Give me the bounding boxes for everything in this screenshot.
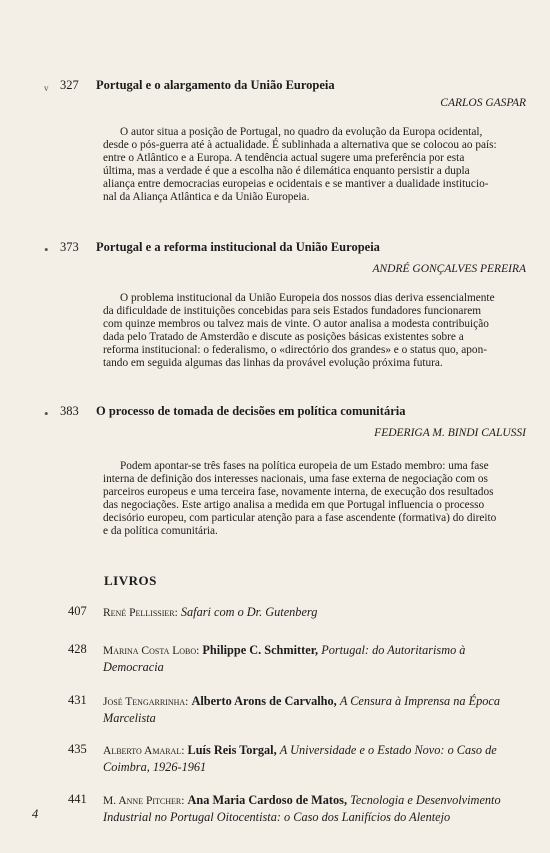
abstract-line: O autor situa a posição de Portugal, no quadro da evolução da Europa ocidental, — [120, 126, 483, 138]
abstract-line: nal da Aliança Atlântica e da União Europeia. — [103, 191, 310, 203]
book-title: Portugal: do Autoritarismo à — [321, 643, 466, 657]
review-page-number: 407 — [68, 604, 87, 618]
review-page-number: 428 — [68, 642, 87, 656]
review-page-number: 435 — [68, 742, 87, 756]
margin-mark: • — [44, 406, 49, 421]
abstract-line: reforma institucional: o federalismo, o «directório dos grandes» e o status quo, apon- — [103, 344, 487, 356]
book-author: Luís Reis Torgal, — [187, 743, 277, 757]
review-citation — [103, 792, 527, 825]
abstract-line: interna de definição dos interesses nacionais, uma fase externa de negociação com os — [103, 473, 488, 485]
abstract-line: das negociações. Este artigo analisa a medida em que Portugal influencia o processo — [103, 499, 485, 511]
article-author: CARLOS GASPAR — [440, 97, 526, 109]
reviewer-name: Alberto Amaral: — [103, 745, 185, 757]
book-title: A Universidade e o Estado Novo: o Caso de — [279, 743, 497, 757]
book-title-continued: Industrial no Portugal Oitocentista: o Caso dos Lanifícios do Alentejo — [103, 810, 451, 824]
review-citation — [103, 642, 527, 675]
article-abstract — [103, 460, 527, 538]
article-author: FEDERIGA M. BINDI CALUSSI — [374, 427, 526, 439]
book-title-continued: Marcelista — [103, 711, 156, 725]
book-title-continued: Democracia — [103, 660, 164, 674]
article-title: O processo de tomada de decisões em política comunitária — [96, 404, 406, 418]
review-citation — [103, 604, 527, 621]
review-page-number: 441 — [68, 792, 87, 806]
section-heading-livros: LIVROS — [104, 573, 157, 588]
abstract-line: dada pelo Tratado de Amsterdão e discute as posições básicas existentes sobre a — [103, 331, 464, 343]
abstract-line: da dificuldade de instituições concebidas para seis Estados fundadores funcionarem — [103, 305, 482, 317]
article-abstract — [103, 126, 527, 204]
article-page-number: 383 — [60, 404, 79, 418]
reviewer-name: M. Anne Pitcher: — [103, 795, 185, 807]
abstract-line: decisório europeu, com particular atenção para a fase ascendente (formativa) do direito — [103, 512, 497, 524]
margin-mark: v — [44, 83, 49, 93]
margin-mark: • — [44, 242, 49, 257]
abstract-line: desde o pós-guerra até à actualidade. É sublinhada a alternativa que se colocou ao país: — [103, 139, 497, 151]
book-title: A Censura à Imprensa na Época — [339, 694, 501, 708]
abstract-line: tando em seguida algumas das linhas da provável evolução próxima futura. — [103, 357, 443, 369]
reviewer-name: René Pellissier: — [103, 607, 178, 619]
abstract-line: O problema institucional da União Europeia dos nossos dias deriva essencialmente — [120, 292, 495, 304]
abstract-line: última, mas a verdade é que a escolha não é dilemática enquanto persistir a dupla — [103, 165, 470, 177]
review-citation — [103, 693, 527, 726]
abstract-line: aliança entre democracias europeias e ocidentais e se mantiver a dualidade institucio- — [103, 178, 489, 190]
article-author: ANDRÉ GONÇALVES PEREIRA — [372, 263, 526, 275]
abstract-line: e da política comunitária. — [103, 525, 218, 537]
article-title: Portugal e o alargamento da União Europeia — [96, 78, 335, 92]
reviewer-name: José Tengarrinha: — [103, 696, 189, 708]
article-page-number: 327 — [60, 78, 79, 92]
book-author: Philippe C. Schmitter, — [202, 643, 319, 657]
article-abstract — [103, 292, 527, 370]
book-title: Tecnologia e Desenvolvimento — [350, 793, 501, 807]
review-citation — [103, 742, 527, 775]
book-title: Safari com o Dr. Gutenberg — [180, 605, 318, 619]
abstract-line: Podem apontar-se três fases na política europeia de um Estado membro: uma fase — [120, 460, 489, 472]
reviewer-name: Marina Costa Lobo: — [103, 645, 200, 657]
article-title: Portugal e a reforma institucional da União Europeia — [96, 240, 380, 254]
review-page-number: 431 — [68, 693, 87, 707]
page-number: 4 — [32, 807, 39, 821]
book-author: Ana Maria Cardoso de Matos, — [187, 793, 348, 807]
book-title-continued: Coimbra, 1926-1961 — [103, 760, 207, 774]
abstract-line: com quinze membros ou talvez mais de vinte. O autor analisa a modesta contribuição — [103, 318, 489, 330]
abstract-line: parceiros europeus e uma terceira fase, novamente interna, de execução dos resultados — [103, 486, 494, 498]
book-author: Alberto Arons de Carvalho, — [191, 694, 337, 708]
abstract-line: entre o Atlântico e a Europa. A tendência actual sugere uma preferência por esta — [103, 152, 465, 164]
article-page-number: 373 — [60, 240, 79, 254]
